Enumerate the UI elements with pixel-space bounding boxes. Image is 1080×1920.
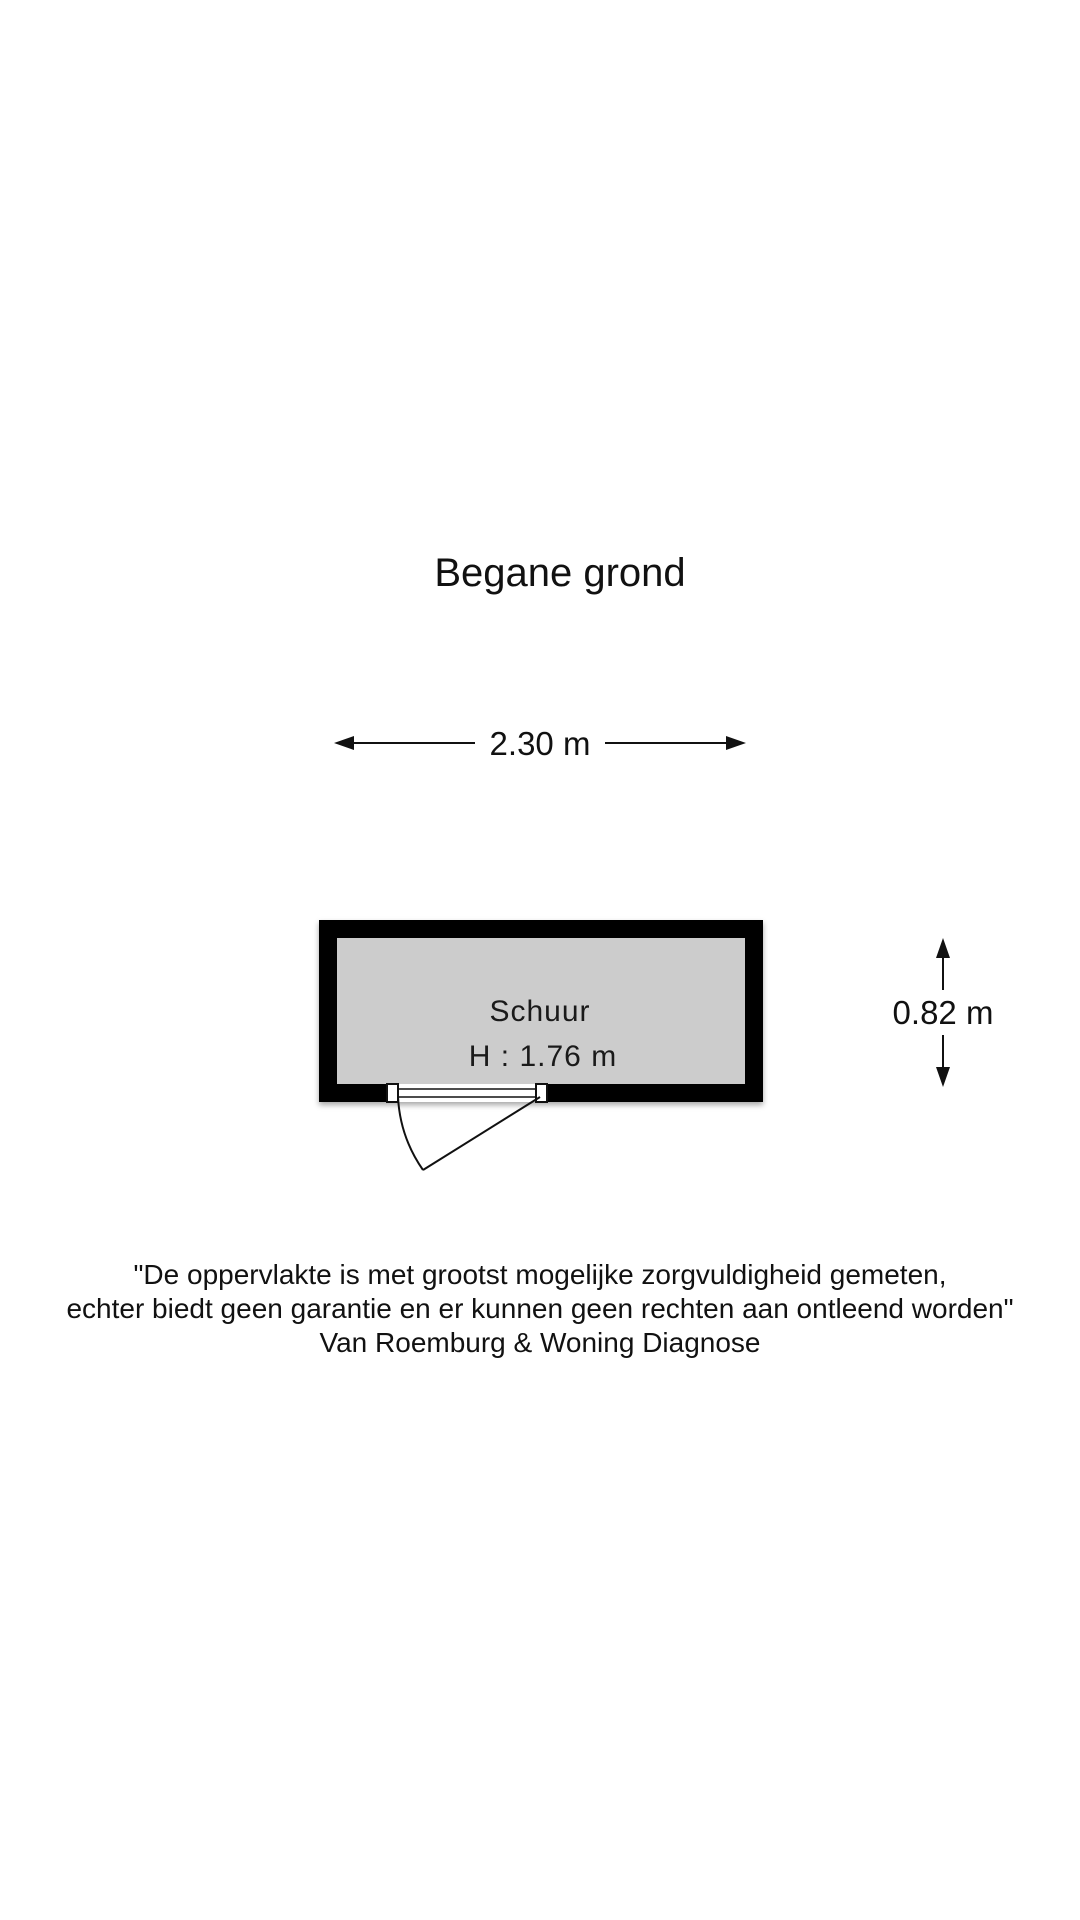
disclaimer-line-3: Van Roemburg & Woning Diagnose [319,1327,761,1358]
width-dimension-label: 2.30 m [489,725,591,762]
depth-arrow-bottom [936,1067,950,1087]
width-arrow-left [334,736,354,750]
door-leaf [423,1097,540,1170]
door-jamb-left [387,1084,398,1102]
depth-dimension [893,938,994,1087]
disclaimer [0,1258,1080,1360]
disclaimer-line-2: echter biedt geen garantie en er kunnen geen rechten aan ontleend worden" [66,1293,1014,1324]
disclaimer-line-1: "De oppervlakte is met grootst mogelijke zorgvuldigheid gemeten, [133,1259,947,1290]
width-arrow-right [726,736,746,750]
room-height: H : 1.76 m [468,1040,618,1073]
width-dimension [334,725,746,762]
door [387,1084,547,1170]
depth-arrow-top [936,938,950,958]
door-swing-arc [398,1097,423,1170]
door-opening [387,1084,547,1102]
depth-dimension-label: 0.82 m [892,994,994,1031]
floor-title: Begane grond [434,551,686,595]
room-name: Schuur [489,995,591,1028]
